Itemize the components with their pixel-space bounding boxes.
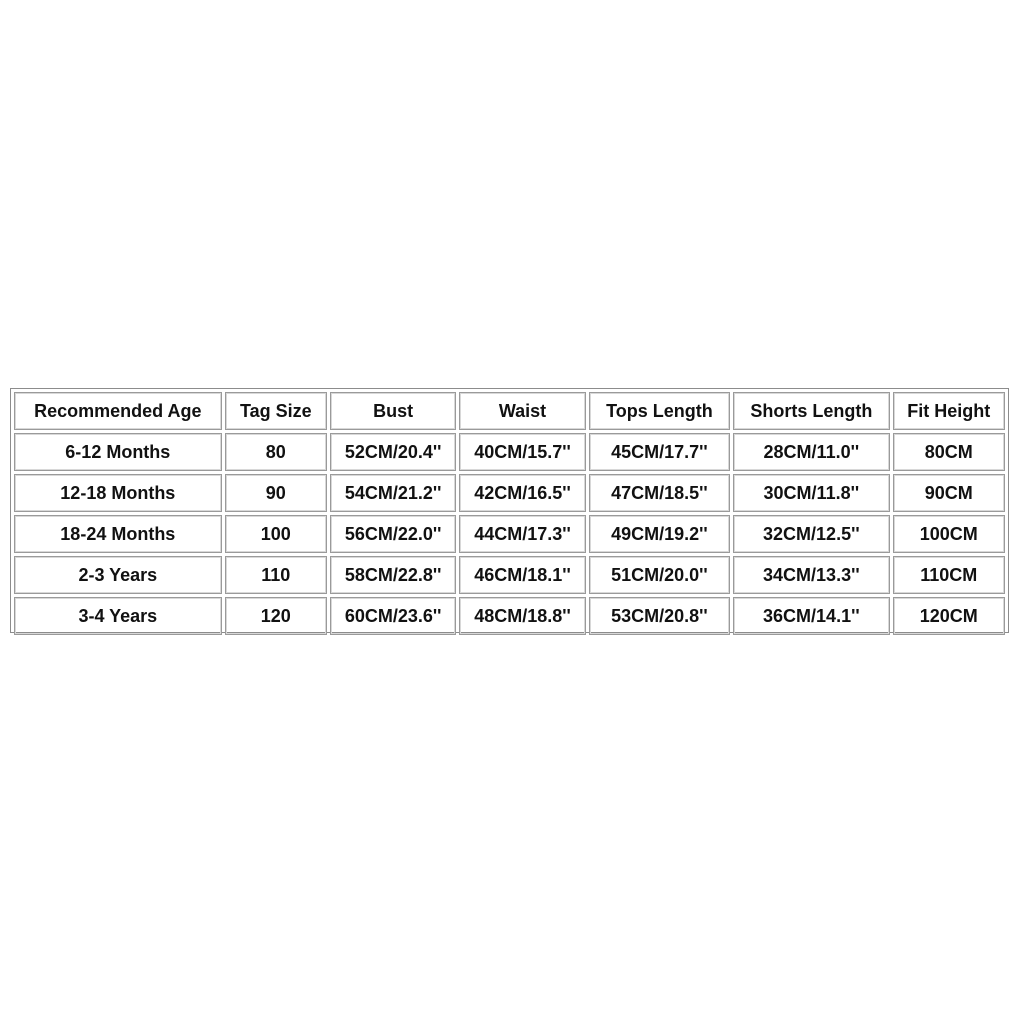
cell-tag-size: 90 — [225, 474, 327, 512]
cell-bust: 52CM/20.4'' — [330, 433, 456, 471]
cell-tops-length: 45CM/17.7'' — [589, 433, 730, 471]
cell-age: 6-12 Months — [14, 433, 222, 471]
header-tag-size: Tag Size — [225, 392, 327, 430]
table-row — [14, 556, 1005, 594]
header-recommended-age: Recommended Age — [14, 392, 222, 430]
cell-age: 3-4 Years — [14, 597, 222, 635]
cell-waist: 46CM/18.1'' — [459, 556, 585, 594]
cell-tag-size: 80 — [225, 433, 327, 471]
cell-bust: 56CM/22.0'' — [330, 515, 456, 553]
header-tops-length: Tops Length — [589, 392, 730, 430]
header-bust: Bust — [330, 392, 456, 430]
cell-fit-height: 100CM — [893, 515, 1005, 553]
cell-tops-length: 49CM/19.2'' — [589, 515, 730, 553]
cell-fit-height: 80CM — [893, 433, 1005, 471]
header-waist: Waist — [459, 392, 585, 430]
table-row — [14, 515, 1005, 553]
cell-tops-length: 53CM/20.8'' — [589, 597, 730, 635]
size-chart — [10, 388, 1009, 633]
cell-tag-size: 100 — [225, 515, 327, 553]
table-row — [14, 433, 1005, 471]
table-header-row — [14, 392, 1005, 430]
size-table — [11, 389, 1008, 638]
cell-tag-size: 120 — [225, 597, 327, 635]
table-row — [14, 597, 1005, 635]
cell-shorts-length: 32CM/12.5'' — [733, 515, 889, 553]
cell-shorts-length: 30CM/11.8'' — [733, 474, 889, 512]
cell-waist: 44CM/17.3'' — [459, 515, 585, 553]
cell-shorts-length: 34CM/13.3'' — [733, 556, 889, 594]
cell-waist: 42CM/16.5'' — [459, 474, 585, 512]
table-row — [14, 474, 1005, 512]
header-shorts-length: Shorts Length — [733, 392, 889, 430]
cell-shorts-length: 36CM/14.1'' — [733, 597, 889, 635]
cell-bust: 54CM/21.2'' — [330, 474, 456, 512]
cell-waist: 48CM/18.8'' — [459, 597, 585, 635]
cell-waist: 40CM/15.7'' — [459, 433, 585, 471]
cell-fit-height: 120CM — [893, 597, 1005, 635]
cell-age: 2-3 Years — [14, 556, 222, 594]
cell-bust: 58CM/22.8'' — [330, 556, 456, 594]
header-fit-height: Fit Height — [893, 392, 1005, 430]
cell-age: 18-24 Months — [14, 515, 222, 553]
cell-age: 12-18 Months — [14, 474, 222, 512]
cell-bust: 60CM/23.6'' — [330, 597, 456, 635]
cell-fit-height: 90CM — [893, 474, 1005, 512]
cell-tops-length: 47CM/18.5'' — [589, 474, 730, 512]
cell-tag-size: 110 — [225, 556, 327, 594]
cell-fit-height: 110CM — [893, 556, 1005, 594]
cell-shorts-length: 28CM/11.0'' — [733, 433, 889, 471]
cell-tops-length: 51CM/20.0'' — [589, 556, 730, 594]
